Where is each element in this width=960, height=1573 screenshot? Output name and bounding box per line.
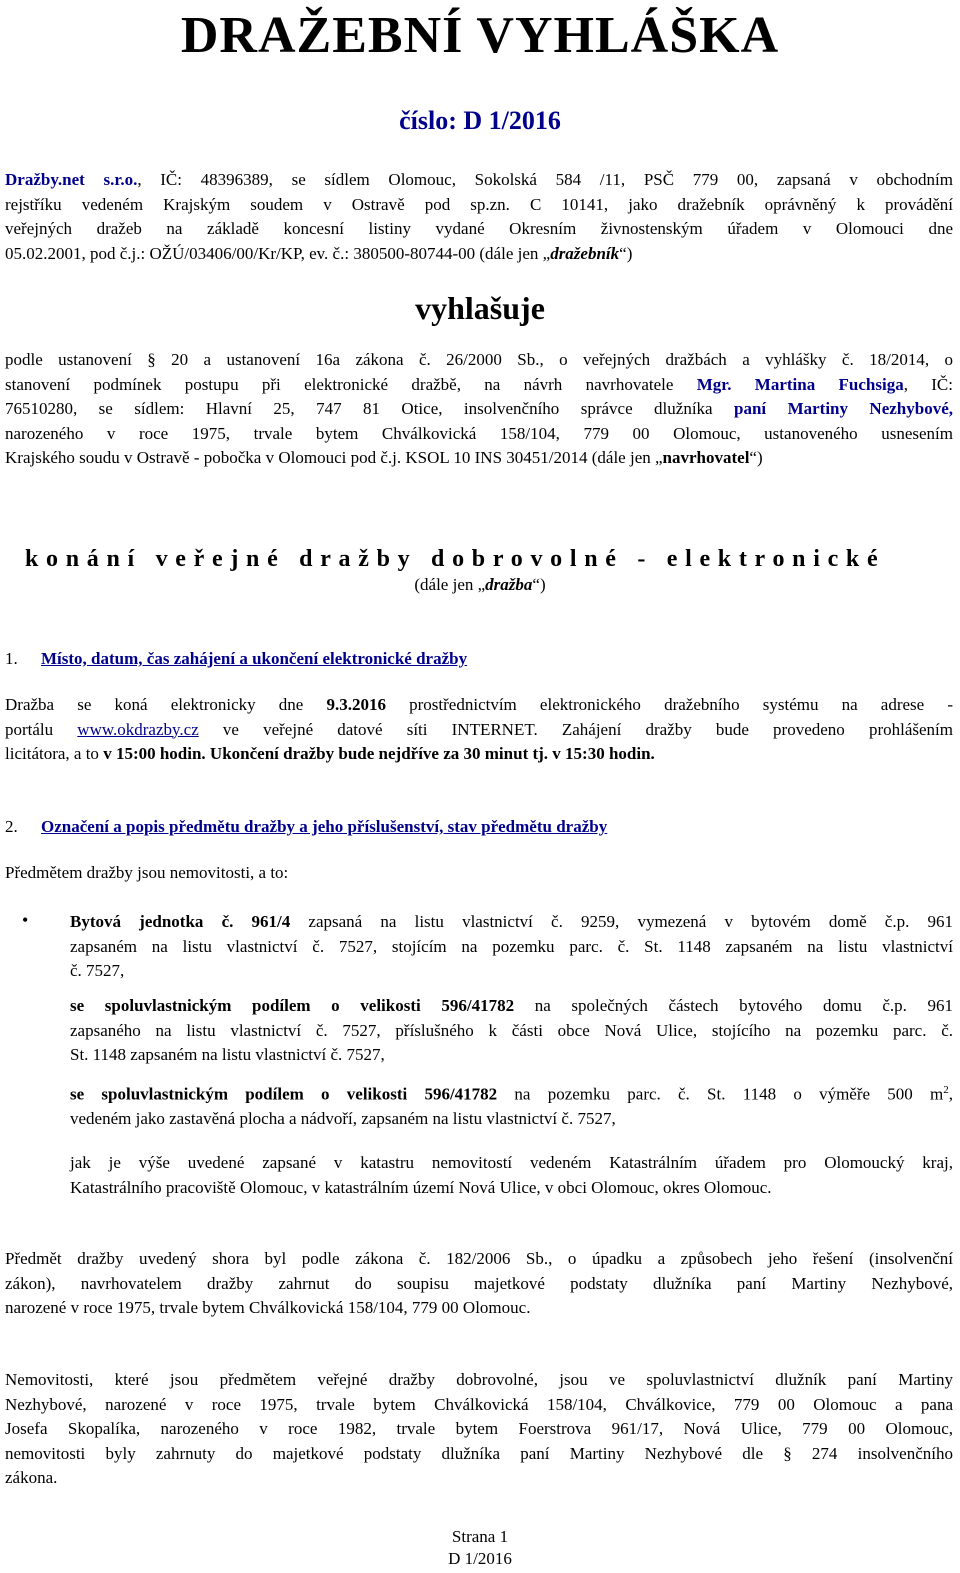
petition-line-3 [5, 397, 953, 422]
auctioneer-line-4-text: 05.02.2001, pod č.j.: OŽÚ/03406/00/Kr/KP, ev. č.: 380500-80744-00 (dále jen „ [5, 243, 551, 263]
section-2-title: Označení a popis předmětu dražby a jeho příslušenství, stav předmětu dražby [41, 817, 608, 836]
auctioneer-name: Dražby.net s.r.o. [5, 170, 138, 189]
section-1-line-1 [5, 693, 953, 718]
petition-line-3-text: 76510280, se sídlem: Hlavní 25, 747 81 Otice, insolvenčního správce dlužníka [5, 399, 735, 418]
petition-line-5-end: “) [749, 448, 763, 467]
section-1-line-2 [5, 718, 953, 743]
petition-line-2 [5, 373, 953, 398]
share-1-title: se spoluvlastnickým podílem o velikosti 596/41782 [70, 996, 515, 1015]
unit-line-3: č. 7527, [70, 961, 125, 980]
debtor-name: paní Martiny Nezhybové, [734, 399, 953, 418]
petition-line-5-text: Krajského soudu v Ostravě - pobočka v Olomouci pod č.j. KSOL 10 INS 30451/2014 (dále jen „ [5, 448, 663, 467]
section-1-title: Místo, datum, čas zahájení a ukončení elektronické dražby [41, 649, 468, 668]
unit-paragraph [70, 910, 953, 984]
unit-title: Bytová jednotka č. 961/4 [70, 912, 291, 931]
event-heading: konání veřejné dražby dobrovolné - elektronické [25, 546, 886, 572]
petition-line-2-text: stanovení podmínek postupu při elektronické dražbě, na návrh navrhovatele [5, 374, 697, 394]
share-1-paragraph [70, 994, 953, 1068]
event-alias-text: (dále jen „ [414, 575, 486, 594]
petition-line-5 [5, 446, 953, 471]
announces-heading: vyhlašuje [415, 290, 545, 326]
insolvency-line-3: narozené v roce 1975, trvale bytem Chválkovická 158/104, 779 00 Olomouc. [5, 1298, 531, 1317]
unit-line-2: zapsaném na listu vlastnictví č. 7527, stojícím na pozemku parc. č. St. 1148 zapsaném na listu vlastnictví [70, 936, 953, 956]
section-1-paragraph [5, 693, 953, 767]
petition-alias: navrhovatel [662, 448, 750, 467]
share-1-line-1-text: na společných částech bytového domu č.p. 961 [514, 996, 954, 1015]
document-number: číslo: D 1/2016 [399, 106, 561, 135]
petition-line-2-end: , IČ: [903, 374, 953, 394]
event-alias-end: “) [532, 575, 546, 594]
square-meter-superscript: 2 [943, 1084, 949, 1096]
insolvency-paragraph [5, 1247, 953, 1321]
document-title: DRAŽEBNÍ VYHLÁŠKA [180, 7, 780, 64]
page-number: Strana 1 [451, 1527, 509, 1546]
share-2-line-1-end: , [948, 1084, 953, 1104]
cadastre-line-2: Katastrálního pracoviště Olomouc, v katastrálním území Nová Ulice, v obci Olomouc, okres Olomouc. [70, 1177, 772, 1197]
section-2-heading [5, 815, 953, 839]
auctioneer-paragraph [5, 168, 953, 266]
co-ownership-line-3: Josefa Skopalíka, narozeného v roce 1982, trvale bytem Foerstrova 961/17, Nová Ulice, 779 00 Olomouc, [5, 1419, 953, 1438]
bullet-icon: • [22, 910, 29, 930]
share-1-line-3: St. 1148 zapsaném na listu vlastnictví č. 7527, [70, 1045, 385, 1064]
section-1-line-2-end: ve veřejné datové síti INTERNET. Zahájení dražby bude provedeno prohlášením [198, 719, 953, 739]
auctioneer-line-3: veřejných dražeb na základě koncesní listiny vydané Okresním živnostenským úřadem v Olomouci dne [5, 219, 953, 238]
co-ownership-paragraph [5, 1368, 953, 1491]
portal-link[interactable]: www.okdrazby.cz [77, 719, 199, 739]
unit-line-1 [70, 910, 953, 935]
section-1-line-1-text: Dražba se koná elektronicky dne [5, 695, 327, 714]
footer-document-number: D 1/2016 [448, 1549, 512, 1568]
co-ownership-line-5: zákona. [5, 1468, 58, 1487]
section-1-line-1-end: prostřednictvím elektronického dražebního systému na adrese - [386, 695, 953, 714]
share-2-line-2: vedeném jako zastavěná plocha a nádvoří, zapsaném na listu vlastnictví č. 7527, [70, 1109, 616, 1129]
section-1-heading [5, 647, 953, 671]
cadastre-paragraph [70, 1151, 953, 1200]
auction-date: 9.3.2016 [326, 695, 386, 714]
auctioneer-line-2: rejstříku vedeném Krajským soudem v Ostravě pod sp.zn. C 10141, jako dražebník oprávněný k provádění [5, 194, 953, 214]
petition-line-4: narozeného v roce 1975, trvale bytem Chválkovická 158/104, 779 00 Olomouc, ustanoveného usnesením [5, 423, 953, 443]
share-2-line-1 [70, 1078, 953, 1107]
auctioneer-line-4-end: “) [619, 243, 633, 263]
co-ownership-line-2: Nezhybové, narozené v roce 1975, trvale bytem Chválkovická 158/104, Chválkovice, 779 00 Olomouc a pana [5, 1394, 953, 1414]
petition-paragraph [5, 348, 953, 471]
event-alias [0, 573, 960, 597]
share-1-line-2: zapsaného na listu vlastnictví č. 7527, příslušného k části obce Nová Ulice, stojícího na pozemku parc. č. [70, 1020, 953, 1040]
section-1-line-2-text: portálu [5, 719, 78, 739]
share-2-paragraph [70, 1078, 953, 1132]
insolvency-line-1: Předmět dražby uvedený shora byl podle zákona č. 182/2006 Sb., o úpadku a způsobech jeho řešení (insolvenční [5, 1249, 953, 1268]
auctioneer-alias: dražebník [550, 243, 620, 263]
section-1-line-3-text: licitátora, a to [5, 744, 104, 763]
petition-line-1: podle ustanovení § 20 a ustanovení 16a zákona č. 26/2000 Sb., o veřejných dražbách a vyhlášky č. 18/2014, o [5, 350, 953, 369]
event-alias-term: dražba [485, 575, 533, 594]
auctioneer-line-1 [5, 168, 953, 193]
section-2-number: 2. [5, 817, 18, 836]
auction-times: v 15:00 hodin. Ukončení dražby bude nejdříve za 30 minut tj. v 15:30 hodin. [103, 744, 655, 763]
auctioneer-line-4 [5, 242, 953, 267]
co-ownership-line-4: nemovitosti byly zahrnuty do majetkové podstaty dlužníka paní Martiny Nezhybové dle § 274 insolvenčního [5, 1443, 953, 1463]
section-1-line-3 [5, 742, 953, 767]
petitioner-name: Mgr. Martina Fuchsiga [696, 374, 904, 394]
co-ownership-line-1: Nemovitosti, které jsou předmětem veřejné dražby dobrovolné, jsou ve spoluvlastnictví dlužník paní Martiny [5, 1370, 953, 1389]
share-2-line-1-text: na pozemku parc. č. St. 1148 o výměře 500 m [497, 1084, 944, 1104]
cadastre-line-1: jak je výše uvedené zapsané v katastru nemovitostí vedeném Katastrálním úřadem pro Olomoucký kraj, [70, 1153, 953, 1172]
page-footer [0, 1526, 960, 1570]
insolvency-line-2: zákon), navrhovatelem dražby zahrnut do soupisu majetkové podstaty dlužníka paní Martiny Nezhybové, [5, 1273, 953, 1293]
share-1-line-1 [70, 994, 953, 1019]
section-1-number: 1. [5, 649, 18, 668]
section-2-intro: Předmětem dražby jsou nemovitosti, a to: [5, 863, 289, 882]
unit-line-1-text: zapsaná na listu vlastnictví č. 9259, vymezená v bytovém domě č.p. 961 [290, 912, 953, 931]
auctioneer-line-1-text: , IČ: 48396389, se sídlem Olomouc, Sokolská 584 /11, PSČ 779 00, zapsaná v obchodním [137, 170, 953, 189]
share-2-title: se spoluvlastnickým podílem o velikosti 596/41782 [70, 1084, 498, 1104]
